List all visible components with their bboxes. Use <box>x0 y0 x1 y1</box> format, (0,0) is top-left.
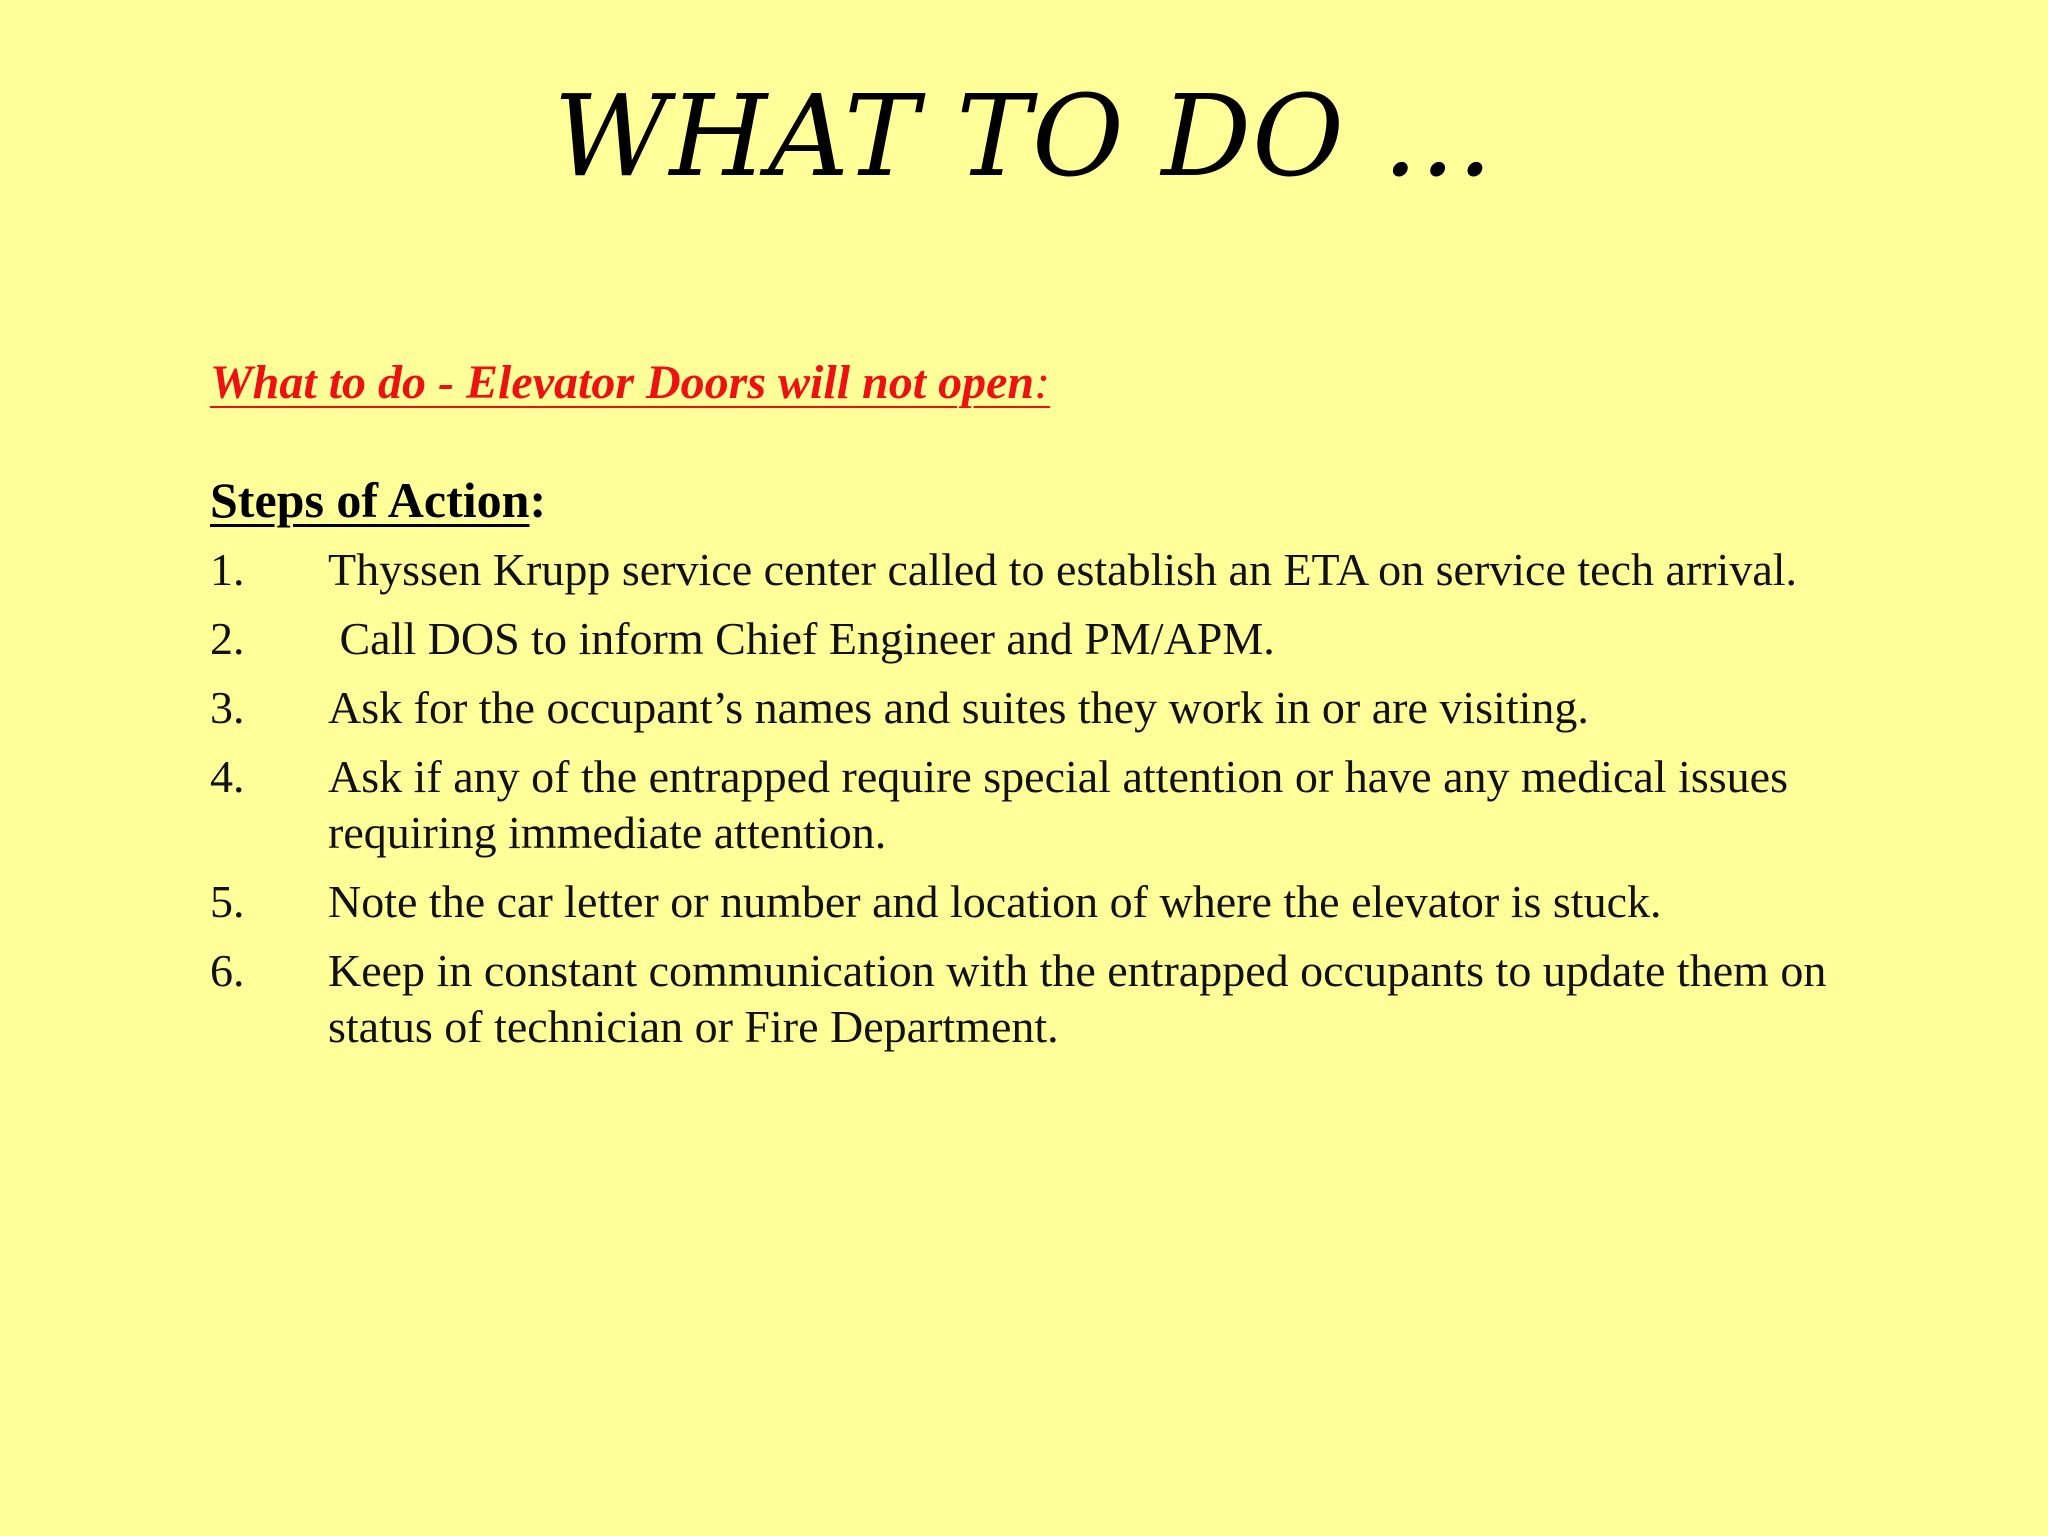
slide-subtitle <box>210 354 1050 412</box>
slide-title: WHAT TO DO … <box>553 72 1495 202</box>
step-item <box>210 680 1860 736</box>
step-text: Keep in constant communication with the entrapped occupants to update them on status of technician or Fire Department. <box>328 945 1838 1052</box>
step-text: Ask if any of the entrapped require special attention or have any medical issues requiring immediate attention. <box>328 751 1800 858</box>
subtitle-colon: : <box>1034 356 1051 409</box>
step-number: 5. <box>210 876 245 927</box>
step-number: 6. <box>210 945 245 996</box>
steps-heading <box>210 470 546 530</box>
step-text: Note the car letter or number and location of where the elevator is stuck. <box>328 876 1662 927</box>
step-number: 3. <box>210 682 245 733</box>
steps-heading-text: Steps of Action <box>210 472 530 528</box>
step-text: Ask for the occupant’s names and suites they work in or are visiting. <box>328 682 1589 733</box>
step-number: 2. <box>210 613 245 664</box>
subtitle-text: What to do - Elevator Doors will not open <box>210 356 1035 409</box>
step-item <box>210 611 1860 667</box>
step-text: Thyssen Krupp service center called to establish an ETA on service tech arrival. <box>328 544 1798 595</box>
step-text: Call DOS to inform Chief Engineer and PM/APM. <box>328 613 1275 664</box>
step-number: 1. <box>210 544 245 595</box>
step-number: 4. <box>210 751 245 802</box>
step-item <box>210 943 1860 1055</box>
steps-list <box>210 542 1860 1068</box>
step-item <box>210 542 1860 598</box>
step-item <box>210 749 1860 861</box>
steps-heading-colon: : <box>529 472 547 528</box>
step-item <box>210 874 1860 930</box>
